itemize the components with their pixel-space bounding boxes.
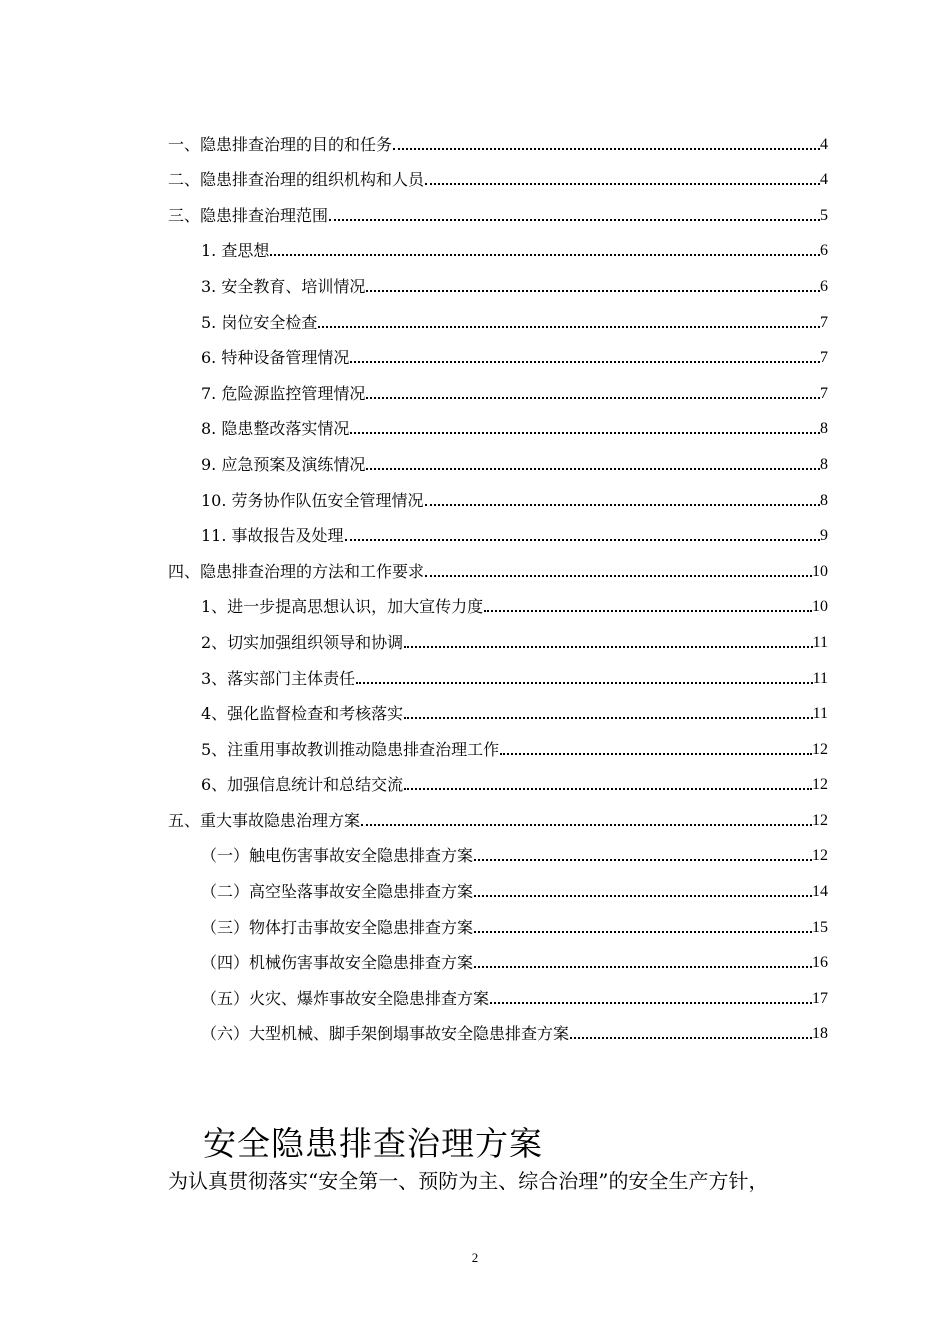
toc-dot-leader — [318, 326, 820, 328]
toc-entry-page: 12 — [812, 776, 828, 794]
toc-entry-page: 4 — [820, 135, 828, 153]
toc-entry-page: 12 — [812, 811, 828, 829]
toc-entry[interactable] — [168, 974, 828, 1010]
toc-dot-leader — [361, 824, 812, 826]
toc-entry[interactable] — [168, 405, 828, 441]
toc-entry[interactable] — [168, 369, 828, 405]
toc-entry[interactable] — [168, 796, 828, 832]
toc-entry-title: 1、进一步提高思想认识，加大宣传力度 — [201, 597, 484, 617]
toc-entry-title: （六）大型机械、脚手架倒塌事故安全隐患排查方案 — [201, 1024, 570, 1044]
toc-entry-title: 四、隐患排查治理的方法和工作要求 — [168, 561, 425, 581]
toc-entry[interactable] — [168, 867, 828, 903]
toc-entry[interactable] — [168, 583, 828, 619]
toc-dot-leader — [350, 361, 820, 363]
toc-entry-page: 4 — [820, 171, 828, 189]
toc-entry-title: 2、切实加强组织领导和协调 — [201, 632, 404, 652]
toc-entry[interactable] — [168, 476, 828, 512]
toc-entry[interactable] — [168, 334, 828, 370]
toc-dot-leader — [500, 753, 812, 755]
toc-entry[interactable] — [168, 654, 828, 690]
toc-entry-page: 7 — [820, 384, 828, 402]
toc-dot-leader — [350, 432, 820, 434]
toc-entry-page: 7 — [820, 313, 828, 331]
toc-entry-page: 11 — [812, 705, 828, 723]
toc-entry-title: 8. 隐患整改落实情况 — [201, 419, 350, 439]
document-paragraph: 为认真贯彻落实“安全第一、预防为主、综合治理”的安全生产方针， — [168, 1169, 769, 1193]
toc-dot-leader — [425, 575, 812, 577]
toc-entry-page: 12 — [812, 740, 828, 758]
toc-entry[interactable] — [168, 120, 828, 156]
toc-dot-leader — [366, 397, 820, 399]
toc-entry[interactable] — [168, 298, 828, 334]
document-title: 安全隐患排查治理方案 — [203, 1124, 543, 1163]
toc-entry-title: 6、加强信息统计和总结交流 — [201, 775, 404, 795]
toc-entry-page: 8 — [820, 491, 828, 509]
toc-entry-page: 10 — [812, 598, 828, 616]
toc-entry-title: 3. 安全教育、培训情况 — [201, 276, 366, 296]
toc-entry-page: 9 — [820, 527, 828, 545]
toc-entry[interactable] — [168, 1010, 828, 1046]
toc-entry-page: 10 — [812, 562, 828, 580]
toc-entry-title: 5、注重用事故教训推动隐患排查治理工作 — [201, 739, 500, 759]
toc-dot-leader — [474, 966, 812, 968]
toc-entry-title: （一）触电伤害事故安全隐患排查方案 — [201, 846, 474, 866]
toc-entry-title: 5. 岗位安全检查 — [201, 312, 318, 332]
toc-entry-title: 7. 危险源监控管理情况 — [201, 383, 366, 403]
toc-dot-leader — [425, 504, 820, 506]
toc-entry-title: 三、隐患排查治理范围 — [168, 205, 329, 225]
toc-dot-leader — [366, 468, 820, 470]
toc-entry-page: 11 — [812, 669, 828, 687]
toc-entry-title: （三）物体打击事故安全隐患排查方案 — [201, 917, 474, 937]
toc-entry-title: 一、隐患排查治理的目的和任务 — [168, 134, 393, 154]
toc-entry-page: 15 — [812, 918, 828, 936]
toc-dot-leader — [366, 290, 820, 292]
toc-entry[interactable] — [168, 512, 828, 548]
toc-entry-page: 11 — [812, 633, 828, 651]
toc-dot-leader — [425, 183, 820, 185]
toc-dot-leader — [484, 610, 812, 612]
toc-entry-title: （二）高空坠落事故安全隐患排查方案 — [201, 882, 474, 902]
toc-entry-page: 8 — [820, 455, 828, 473]
toc-entry[interactable] — [168, 262, 828, 298]
toc-entry-page: 5 — [820, 206, 828, 224]
toc-entry-page: 7 — [820, 349, 828, 367]
toc-dot-leader — [474, 895, 812, 897]
toc-entry-title: 3、落实部门主体责任 — [201, 668, 356, 688]
toc-entry[interactable] — [168, 725, 828, 761]
toc-entry-title: （四）机械伤害事故安全隐患排查方案 — [201, 953, 474, 973]
toc-entry-title: （五）火灾、爆炸事故安全隐患排查方案 — [201, 988, 490, 1008]
toc-entry-page: 6 — [820, 277, 828, 295]
toc-entry-page: 17 — [812, 989, 828, 1007]
toc-dot-leader — [474, 859, 812, 861]
toc-dot-leader — [570, 1037, 812, 1039]
toc-entry[interactable] — [168, 547, 828, 583]
toc-entry-title: 11. 事故报告及处理 — [201, 526, 344, 546]
toc-dot-leader — [345, 539, 820, 541]
toc-dot-leader — [356, 682, 812, 684]
table-of-contents — [168, 120, 828, 1045]
toc-entry-title: 五、重大事故隐患治理方案 — [168, 810, 361, 830]
toc-dot-leader — [474, 931, 812, 933]
toc-entry-page: 16 — [812, 954, 828, 972]
toc-entry-title: 二、隐患排查治理的组织机构和人员 — [168, 170, 425, 190]
toc-entry-title: 1. 查思想 — [201, 241, 270, 261]
toc-entry-title: 10. 劳务协作队伍安全管理情况 — [201, 490, 424, 510]
toc-entry-page: 18 — [812, 1025, 828, 1043]
toc-dot-leader — [329, 219, 820, 221]
toc-entry[interactable] — [168, 903, 828, 939]
toc-entry-page: 8 — [820, 420, 828, 438]
toc-entry-title: 9. 应急预案及演练情况 — [201, 454, 366, 474]
toc-dot-leader — [404, 646, 812, 648]
toc-dot-leader — [404, 788, 812, 790]
toc-entry-title: 4、强化监督检查和考核落实 — [201, 704, 404, 724]
toc-entry[interactable] — [168, 156, 828, 192]
toc-dot-leader — [490, 1002, 812, 1004]
toc-entry[interactable] — [168, 939, 828, 975]
toc-entry[interactable] — [168, 618, 828, 654]
toc-entry-page: 14 — [812, 883, 828, 901]
toc-dot-leader — [404, 717, 812, 719]
toc-entry[interactable] — [168, 761, 828, 797]
page-number: 2 — [471, 1250, 479, 1265]
toc-entry[interactable] — [168, 832, 828, 868]
toc-entry[interactable] — [168, 191, 828, 227]
toc-entry[interactable] — [168, 227, 828, 263]
toc-entry-title: 6. 特种设备管理情况 — [201, 348, 350, 368]
toc-entry[interactable] — [168, 440, 828, 476]
toc-entry-page: 6 — [820, 242, 828, 260]
toc-entry-page: 12 — [812, 847, 828, 865]
toc-dot-leader — [270, 254, 820, 256]
toc-dot-leader — [393, 148, 820, 150]
toc-entry[interactable] — [168, 690, 828, 726]
